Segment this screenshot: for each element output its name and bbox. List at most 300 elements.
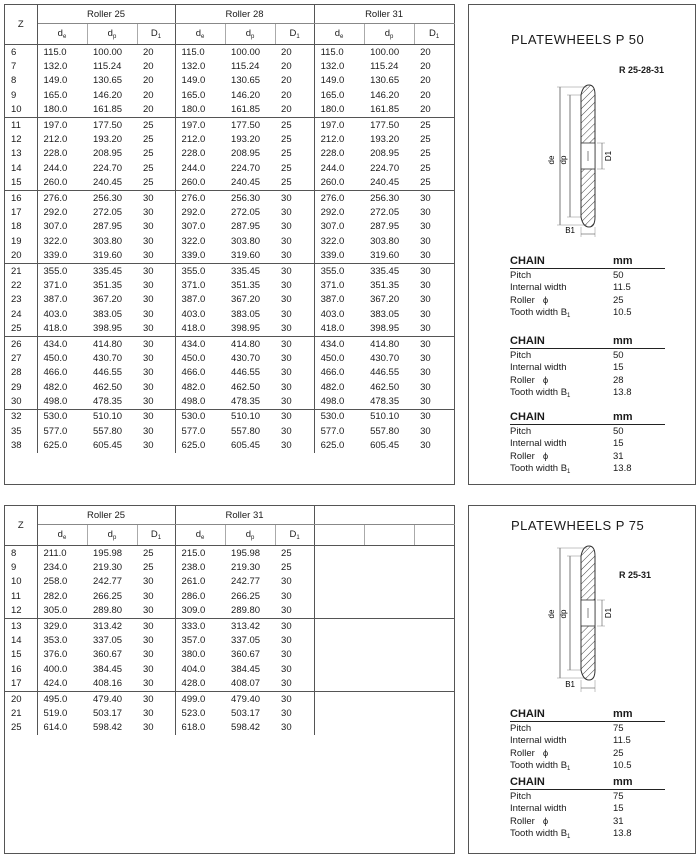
de-cell: 625.0 (43, 440, 68, 452)
dp-cell: 446.55 (370, 367, 400, 379)
de-cell: 376.0 (43, 649, 68, 661)
d1-cell (414, 648, 454, 662)
de-cell: 149.0 (43, 75, 68, 87)
dp-cell: 219.30 (93, 562, 123, 574)
de-cell: 434.0 (37, 336, 87, 351)
d1-cell: 30 (275, 677, 314, 692)
diameter-symbol: ϕ (542, 815, 549, 827)
dp-cell (364, 633, 414, 647)
dp-cell: 287.95 (370, 221, 400, 233)
spec-label: Pitch (510, 270, 532, 281)
spec-label: Roller ϕ (510, 747, 549, 759)
z-cell: 13 (5, 618, 37, 633)
d1-cell: 20 (420, 61, 431, 73)
dp-cell: 146.20 (370, 89, 400, 101)
dp-cell (364, 677, 414, 692)
d1-cell: 30 (420, 425, 431, 437)
table-row (5, 293, 454, 307)
spec-label: Pitch (510, 350, 532, 361)
chain-spec-row (510, 307, 665, 319)
dp-cell: 146.20 (93, 89, 123, 101)
de-cell (314, 575, 364, 589)
d1-cell: 20 (275, 88, 314, 102)
d1-cell (414, 691, 454, 706)
d1-cell: 30 (275, 691, 314, 706)
chain-spec-row (510, 282, 665, 294)
dp-cell: 319.60 (231, 250, 261, 262)
de-cell: 286.0 (181, 590, 206, 602)
label-d1: D1 (604, 150, 613, 162)
z-cell: 13 (5, 147, 37, 161)
de-cell (314, 546, 364, 561)
spec-value: 50 (613, 270, 624, 281)
dp-cell: 335.45 (87, 263, 137, 278)
table-row (5, 560, 454, 574)
dp-cell: 398.95 (231, 323, 261, 335)
de-cell: 418.0 (181, 323, 206, 335)
dp-cell: 408.16 (93, 678, 123, 690)
dp-cell: 115.24 (93, 61, 122, 73)
de-cell: 466.0 (181, 367, 206, 379)
dp-cell: 351.35 (93, 279, 123, 291)
dp-cell: 266.25 (93, 590, 123, 602)
dp-cell: 446.55 (231, 367, 261, 379)
dp-cell: 224.70 (93, 162, 123, 174)
z-cell: 28 (5, 366, 37, 380)
p50-platewheel-diagram (545, 81, 615, 241)
unit-label: mm (613, 776, 633, 788)
de-cell: 482.0 (181, 381, 206, 393)
p75-roller-code: R 25-31 (619, 570, 652, 580)
col-d1: $D_1$ (275, 525, 314, 546)
dp-cell: 130.65 (93, 75, 123, 87)
chain-spec-row (510, 791, 665, 803)
dp-cell: 240.45 (370, 177, 400, 189)
de-cell: 403.0 (43, 308, 68, 320)
d1-cell: 25 (137, 161, 175, 175)
d1-cell: 20 (420, 89, 431, 101)
table-row (5, 205, 454, 219)
d1-cell: 30 (137, 691, 175, 706)
d1-cell: 30 (137, 190, 175, 205)
spec-label: Tooth width $B_1$ (510, 306, 571, 319)
chain-spec-header (510, 411, 665, 425)
d1-cell: 30 (275, 380, 314, 394)
dp-cell: 208.95 (93, 148, 123, 160)
de-cell: 276.0 (314, 190, 364, 205)
chain-spec-header (510, 255, 665, 269)
de-cell: 380.0 (181, 649, 206, 661)
spec-label: Tooth width $B_1$ (510, 759, 571, 772)
d1-cell (414, 677, 454, 692)
de-cell: 495.0 (37, 691, 87, 706)
de-cell: 305.0 (43, 605, 68, 617)
d1-cell: 25 (137, 117, 175, 132)
col-dp: $d_p$ (87, 24, 137, 45)
d1-cell (414, 618, 454, 633)
unit-label: mm (613, 708, 633, 720)
dp-cell: 510.10 (87, 409, 137, 424)
col-de: $d_e$ (175, 525, 225, 546)
de-cell: 212.0 (320, 134, 345, 146)
spec-label: Pitch (510, 426, 532, 437)
d1-cell: 30 (137, 336, 175, 351)
de-cell: 450.0 (181, 352, 206, 364)
label-d1: D1 (604, 607, 613, 619)
d1-cell: 30 (137, 248, 175, 263)
dp-cell: 430.70 (370, 352, 400, 364)
d1-cell: 20 (137, 88, 175, 102)
d1-cell: 30 (414, 336, 454, 351)
d1-cell: 30 (275, 394, 314, 409)
dp-cell: 289.80 (93, 605, 123, 617)
spec-value: 15 (613, 803, 624, 815)
z-cell: 14 (5, 633, 37, 647)
dp-cell: 242.77 (93, 576, 123, 588)
de-cell (314, 648, 364, 662)
z-cell: 11 (5, 589, 37, 603)
dp-cell: 256.30 (225, 190, 275, 205)
dp-cell (364, 662, 414, 676)
z-cell: 10 (5, 103, 37, 118)
dp-cell: 242.77 (231, 576, 261, 588)
unit-label: mm (613, 335, 633, 347)
de-cell: 400.0 (43, 663, 68, 675)
d1-cell: 30 (420, 235, 431, 247)
de-cell: 466.0 (320, 367, 345, 379)
col-de: $d_e$ (314, 24, 364, 45)
dp-cell: 598.42 (93, 722, 123, 734)
table-row (5, 721, 454, 735)
chain-spec-row (510, 375, 665, 387)
dp-cell: 193.20 (93, 134, 123, 146)
z-cell: 10 (5, 575, 37, 589)
dp-cell: 303.80 (231, 235, 261, 247)
dp-cell: 224.70 (370, 162, 400, 174)
col-dp: $d_p$ (225, 24, 275, 45)
dp-cell: 287.95 (231, 221, 261, 233)
z-cell: 20 (5, 691, 37, 706)
d1-cell: 30 (275, 278, 314, 292)
d1-cell: 30 (137, 293, 175, 307)
z-cell: 22 (5, 278, 37, 292)
d1-cell: 30 (275, 234, 314, 248)
d1-cell: 25 (275, 132, 314, 146)
d1-cell: 25 (414, 117, 454, 132)
label-dp: dp (559, 609, 568, 619)
spec-label: Pitch (510, 791, 532, 802)
dp-cell: 360.67 (231, 649, 261, 661)
d1-cell: 30 (414, 263, 454, 278)
d1-cell: 25 (137, 147, 175, 161)
d1-cell: 30 (137, 633, 175, 647)
d1-cell: 20 (137, 103, 175, 118)
d1-cell: 30 (137, 380, 175, 394)
d1-cell (414, 633, 454, 647)
de-cell: 132.0 (43, 61, 68, 73)
p50-title: PLATEWHEELS P 50 (511, 32, 645, 47)
dp-cell: 115.24 (231, 61, 260, 73)
d1-cell: 25 (275, 546, 314, 561)
col-dp: $d_p$ (364, 24, 414, 45)
d1-cell: 30 (137, 706, 175, 720)
d1-cell: 30 (137, 618, 175, 633)
spec-label: Tooth width $B_1$ (510, 462, 571, 475)
dp-cell: 503.17 (93, 707, 123, 719)
table-row (5, 59, 454, 73)
dp-cell: 224.70 (231, 162, 261, 174)
chain-spec-row (510, 362, 665, 374)
dp-cell: 605.45 (231, 440, 261, 452)
de-cell: 353.0 (43, 635, 68, 647)
de-cell: 355.0 (314, 263, 364, 278)
de-cell: 466.0 (43, 367, 68, 379)
d1-cell (414, 706, 454, 720)
z-cell: 8 (5, 546, 37, 561)
d1-cell: 30 (275, 366, 314, 380)
col-d1: $D_1$ (137, 24, 175, 45)
spec-label: Pitch (510, 723, 532, 734)
z-cell: 20 (5, 248, 37, 263)
de-cell: 418.0 (320, 323, 345, 335)
dp-cell (364, 721, 414, 735)
diameter-symbol: ϕ (542, 294, 549, 306)
de-cell: 498.0 (320, 396, 345, 408)
d1-cell: 30 (275, 351, 314, 365)
spec-value: 13.8 (613, 462, 632, 474)
spec-value: 25 (613, 747, 624, 759)
d1-cell: 30 (275, 439, 314, 453)
dp-cell: 130.65 (231, 75, 261, 87)
d1-cell: 30 (420, 323, 431, 335)
chain-spec-row (510, 270, 665, 282)
dp-cell: 177.50 (225, 117, 275, 132)
dp-cell (364, 706, 414, 720)
table-row (5, 589, 454, 603)
dp-cell: 605.45 (370, 440, 400, 452)
table-row (5, 147, 454, 161)
dp-cell: 414.80 (87, 336, 137, 351)
de-cell: 149.0 (320, 75, 345, 87)
spec-label: Tooth width $B_1$ (510, 386, 571, 399)
spec-value: 50 (613, 426, 624, 437)
de-cell: 355.0 (175, 263, 225, 278)
dp-cell: 195.98 (93, 547, 123, 559)
dp-cell: 289.80 (231, 605, 261, 617)
de-cell: 292.0 (43, 206, 68, 218)
spec-value: 11.5 (613, 735, 631, 747)
de-cell: 238.0 (181, 562, 206, 574)
d1-cell: 30 (420, 396, 431, 408)
table-row (5, 394, 454, 409)
d1-cell: 30 (420, 279, 431, 291)
d1-cell: 25 (137, 560, 175, 574)
table-row (5, 161, 454, 175)
de-cell (314, 618, 364, 633)
de-cell: 333.0 (175, 618, 225, 633)
dp-cell: 384.45 (231, 663, 261, 675)
label-dp: dp (559, 155, 568, 165)
d1-cell: 25 (275, 176, 314, 191)
chain-label: CHAIN (510, 411, 545, 423)
d1-cell: 30 (137, 321, 175, 336)
d1-cell: 30 (137, 220, 175, 234)
table-row (5, 248, 454, 263)
de-cell: 339.0 (181, 250, 206, 262)
table-row (5, 439, 454, 453)
chain-label: CHAIN (510, 335, 545, 347)
d1-cell: 25 (137, 132, 175, 146)
de-cell: 228.0 (320, 148, 345, 160)
d1-cell: 25 (420, 162, 431, 174)
de-cell: 530.0 (175, 409, 225, 424)
spec-value: 10.5 (613, 759, 632, 771)
d1-cell: 30 (275, 424, 314, 438)
dp-cell: 337.05 (231, 635, 261, 647)
d1-cell: 30 (137, 263, 175, 278)
d1-cell: 30 (137, 307, 175, 321)
de-cell: 371.0 (181, 279, 206, 291)
de-cell: 180.0 (181, 104, 206, 116)
spec-label: Internal width (510, 282, 567, 294)
z-cell: 17 (5, 205, 37, 219)
de-cell: 261.0 (181, 576, 206, 588)
dp-cell: 161.85 (93, 104, 123, 116)
label-b1: B1 (565, 680, 575, 689)
de-cell: 322.0 (43, 235, 68, 247)
z-cell: 38 (5, 439, 37, 453)
dp-cell: 462.50 (370, 381, 400, 393)
de-cell: 339.0 (320, 250, 345, 262)
de-cell: 276.0 (37, 190, 87, 205)
dp-cell: 510.10 (364, 409, 414, 424)
d1-cell: 30 (420, 381, 431, 393)
dp-cell: 100.00 (93, 46, 123, 58)
dp-cell: 115.24 (370, 61, 399, 73)
table-row (5, 366, 454, 380)
de-cell: 482.0 (320, 381, 345, 393)
dp-cell: 335.45 (225, 263, 275, 278)
chain-spec-row (510, 723, 665, 735)
p50-info-panel (468, 4, 696, 485)
d1-cell: 20 (275, 45, 314, 60)
dp-cell: 605.45 (93, 440, 123, 452)
de-cell: 322.0 (181, 235, 206, 247)
de-cell: 115.0 (43, 46, 67, 58)
table-row (5, 677, 454, 692)
z-header: Z (5, 5, 37, 45)
de-cell: 228.0 (43, 148, 68, 160)
table-row (5, 351, 454, 365)
d1-cell: 30 (275, 648, 314, 662)
dp-cell: 193.20 (231, 134, 261, 146)
z-cell: 35 (5, 424, 37, 438)
group-header-empty (314, 506, 454, 525)
z-cell: 9 (5, 560, 37, 574)
group-header-roller-25: Roller 25 (37, 506, 175, 525)
d1-cell: 20 (420, 75, 431, 87)
group-header-roller-31: Roller 31 (314, 5, 454, 24)
d1-cell: 20 (137, 59, 175, 73)
de-cell: 180.0 (320, 104, 345, 116)
de-cell: 387.0 (43, 294, 68, 306)
d1-cell: 30 (275, 604, 314, 619)
de-cell: 357.0 (181, 635, 206, 647)
table-row (5, 307, 454, 321)
chain-spec-row (510, 760, 665, 772)
de-cell: 450.0 (43, 352, 68, 364)
dp-cell: 557.80 (93, 425, 123, 437)
table-row (5, 648, 454, 662)
label-b1: B1 (565, 226, 575, 235)
d1-cell: 25 (275, 117, 314, 132)
d1-cell: 30 (137, 662, 175, 676)
d1-cell: 30 (275, 321, 314, 336)
table-row (5, 691, 454, 706)
spec-value: 15 (613, 438, 624, 450)
d1-cell: 30 (420, 308, 431, 320)
spec-label: Internal width (510, 438, 567, 450)
de-cell: 132.0 (320, 61, 345, 73)
de-cell: 577.0 (181, 425, 206, 437)
bottom-table-panel (4, 505, 455, 854)
z-cell: 21 (5, 263, 37, 278)
table-row (5, 662, 454, 676)
de-cell: 165.0 (320, 89, 345, 101)
z-cell: 26 (5, 336, 37, 351)
z-cell: 19 (5, 234, 37, 248)
d1-cell: 25 (275, 560, 314, 574)
d1-cell: 30 (137, 648, 175, 662)
de-cell: 197.0 (314, 117, 364, 132)
table-row (5, 45, 454, 60)
z-cell: 21 (5, 706, 37, 720)
d1-cell: 25 (420, 134, 431, 146)
chain-label: CHAIN (510, 255, 545, 267)
dp-cell: 272.05 (370, 206, 400, 218)
spec-value: 11.5 (613, 282, 631, 294)
d1-cell (414, 560, 454, 574)
chain-spec-header (510, 708, 665, 722)
dp-cell: 287.95 (93, 221, 123, 233)
d1-cell: 30 (420, 221, 431, 233)
p75-info-panel (468, 505, 696, 854)
dp-cell: 337.05 (93, 635, 123, 647)
chain-spec-row (510, 816, 665, 828)
diameter-symbol: ϕ (542, 374, 549, 386)
z-cell: 16 (5, 190, 37, 205)
z-cell: 9 (5, 88, 37, 102)
chain-spec-row (510, 295, 665, 307)
spec-value: 13.8 (613, 386, 632, 398)
de-cell: 530.0 (37, 409, 87, 424)
de-cell: 614.0 (43, 722, 68, 734)
de-cell: 498.0 (181, 396, 206, 408)
dp-cell (364, 618, 414, 633)
de-cell: 212.0 (43, 134, 68, 146)
de-cell: 115.0 (320, 46, 344, 58)
d1-cell: 30 (137, 409, 175, 424)
dp-cell: 100.00 (231, 46, 261, 58)
table-row (5, 546, 454, 561)
de-cell: 434.0 (175, 336, 225, 351)
d1-cell (414, 604, 454, 619)
de-cell (314, 589, 364, 603)
spec-label: Internal width (510, 362, 567, 374)
col-empty (314, 525, 364, 546)
dp-cell: 256.30 (87, 190, 137, 205)
chain-spec-block (510, 776, 665, 840)
